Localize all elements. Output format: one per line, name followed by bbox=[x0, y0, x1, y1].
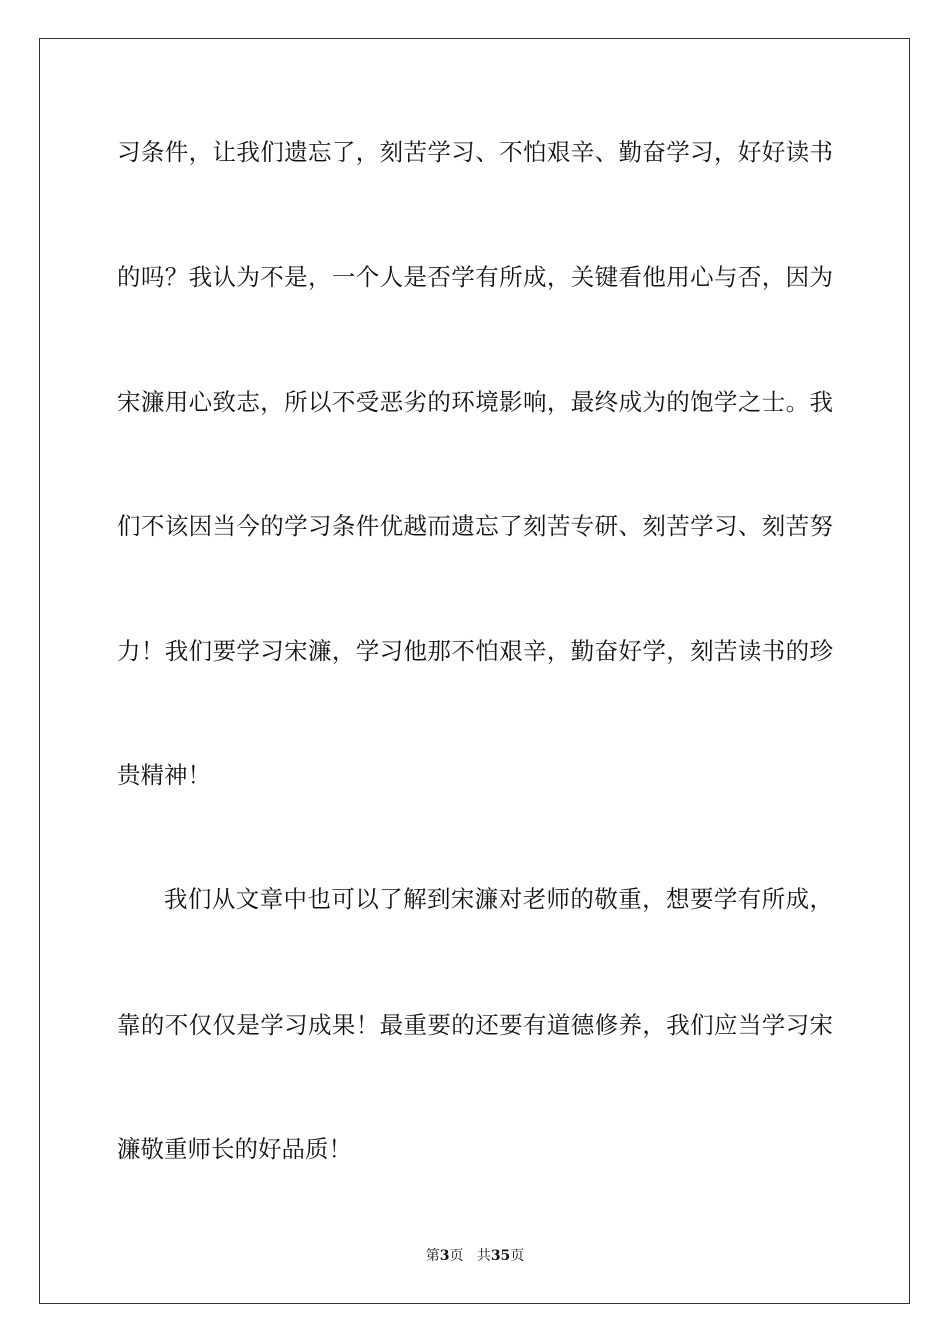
paragraph-line-7: 我们从文章中也可以了解到宋濂对老师的敬重，想要学有所成， bbox=[164, 885, 833, 913]
paragraph-line-9: 濂敬重师长的好品质！ bbox=[117, 1135, 352, 1163]
paragraph-line-5: 力！我们要学习宋濂，学习他那不怕艰辛，勤奋好学，刻苦读书的珍 bbox=[117, 637, 833, 665]
footer-total-suffix: 页 bbox=[510, 1248, 525, 1264]
paragraph-line-2: 的吗？我认为不是，一个人是否学有所成，关键看他用心与否，因为 bbox=[117, 263, 833, 291]
page-border bbox=[39, 38, 910, 1304]
footer-page-number: 3 bbox=[439, 1248, 450, 1264]
footer-total-prefix: 共 bbox=[476, 1248, 491, 1264]
paragraph-line-3: 宋濂用心致志，所以不受恶劣的环境影响，最终成为的饱学之士。我 bbox=[117, 388, 833, 416]
paragraph-line-8: 靠的不仅仅是学习成果！最重要的还要有道德修养，我们应当学习宋 bbox=[117, 1011, 833, 1039]
footer-page-prefix: 第 bbox=[425, 1248, 440, 1264]
footer-total-pages: 35 bbox=[490, 1248, 511, 1264]
footer-page-suffix: 页 bbox=[449, 1248, 464, 1264]
page-footer bbox=[0, 1247, 950, 1265]
paragraph-line-6: 贵精神！ bbox=[117, 761, 211, 789]
paragraph-line-1: 习条件，让我们遗忘了，刻苦学习、不怕艰辛、勤奋学习，好好读书 bbox=[117, 138, 833, 166]
paragraph-line-4: 们不该因当今的学习条件优越而遗忘了刻苦专研、刻苦学习、刻苦努 bbox=[117, 512, 833, 540]
